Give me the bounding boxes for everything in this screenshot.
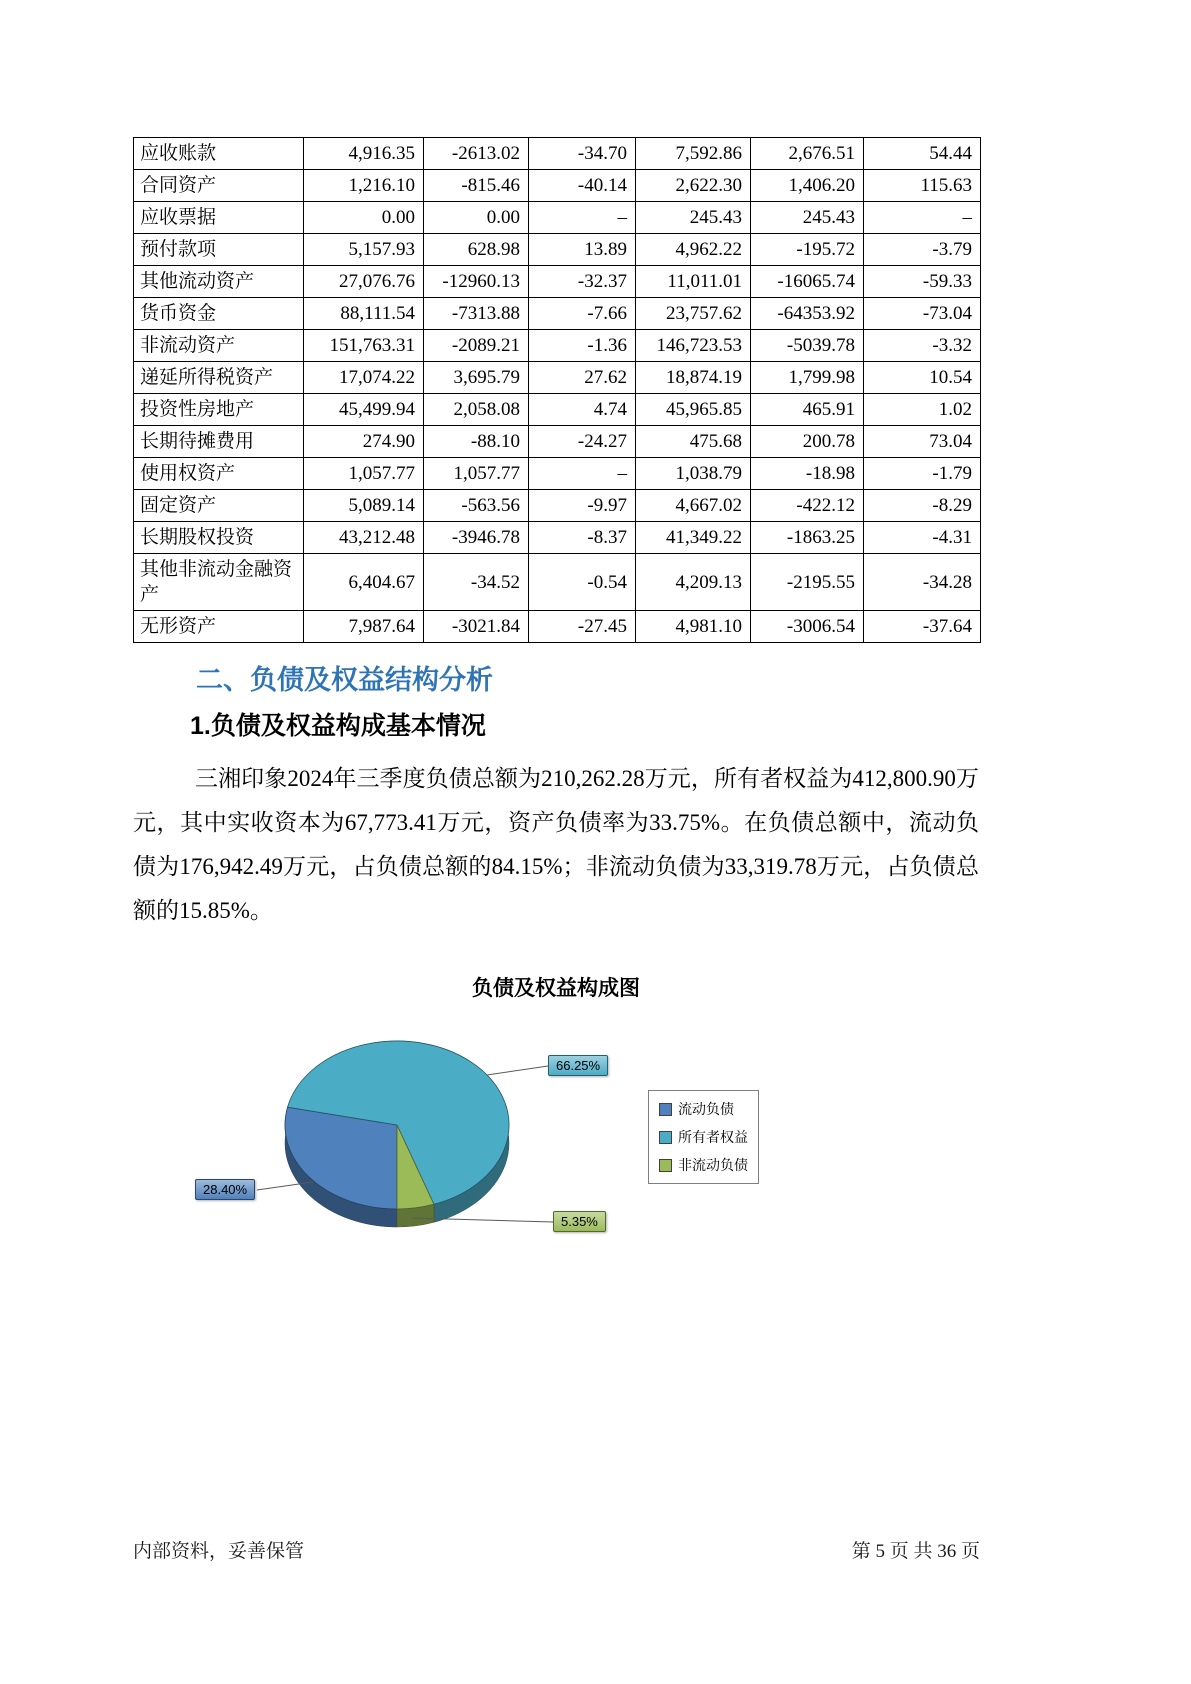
table-row — [134, 170, 981, 202]
row-label-cell: 投资性房地产 — [134, 394, 304, 426]
table-row — [134, 490, 981, 522]
value-cell: -422.12 — [751, 490, 864, 522]
row-label-cell: 其他流动资产 — [134, 266, 304, 298]
page-footer — [133, 1536, 980, 1563]
value-cell: 1,406.20 — [751, 170, 864, 202]
value-cell: -1863.25 — [751, 522, 864, 554]
value-cell: -4.31 — [864, 522, 981, 554]
value-cell: -34.52 — [424, 554, 529, 611]
value-cell: 73.04 — [864, 426, 981, 458]
pie-chart — [133, 1012, 979, 1252]
section-heading: 二、负债及权益结构分析 — [196, 665, 493, 695]
table-row — [134, 138, 981, 170]
page-number: 第 5 页 共 36 页 — [851, 1541, 980, 1562]
value-cell: 0.00 — [304, 202, 424, 234]
subsection-heading: 1.负债及权益构成基本情况 — [190, 712, 486, 740]
value-cell: 1,057.77 — [424, 458, 529, 490]
row-label-cell: 预付款项 — [134, 234, 304, 266]
value-cell: 2,622.30 — [636, 170, 751, 202]
value-cell: -40.14 — [529, 170, 636, 202]
pie-value-label: 66.25% — [548, 1055, 608, 1076]
value-cell: -7313.88 — [424, 298, 529, 330]
value-cell: 5,089.14 — [304, 490, 424, 522]
value-cell: 1.02 — [864, 394, 981, 426]
value-cell: -88.10 — [424, 426, 529, 458]
row-label-cell: 长期股权投资 — [134, 522, 304, 554]
legend-label: 所有者权益 — [678, 1129, 748, 1145]
table-row — [134, 611, 981, 643]
value-cell: -1.79 — [864, 458, 981, 490]
value-cell: 17,074.22 — [304, 362, 424, 394]
value-cell: 1,057.77 — [304, 458, 424, 490]
value-cell: 18,874.19 — [636, 362, 751, 394]
value-cell: -563.56 — [424, 490, 529, 522]
value-cell: -27.45 — [529, 611, 636, 643]
value-cell: -64353.92 — [751, 298, 864, 330]
value-cell: 4,981.10 — [636, 611, 751, 643]
row-label-cell: 长期待摊费用 — [134, 426, 304, 458]
value-cell: -815.46 — [424, 170, 529, 202]
value-cell: -3.32 — [864, 330, 981, 362]
value-cell: -8.29 — [864, 490, 981, 522]
value-cell: 41,349.22 — [636, 522, 751, 554]
row-label-cell: 其他非流动金融资产 — [134, 554, 304, 611]
table-row — [134, 426, 981, 458]
value-cell: 115.63 — [864, 170, 981, 202]
chart-legend — [648, 1090, 759, 1184]
value-cell: 4,962.22 — [636, 234, 751, 266]
value-cell: 43,212.48 — [304, 522, 424, 554]
value-cell: -9.97 — [529, 490, 636, 522]
table-row — [134, 458, 981, 490]
row-label-cell: 应收账款 — [134, 138, 304, 170]
value-cell: 10.54 — [864, 362, 981, 394]
value-cell: 0.00 — [424, 202, 529, 234]
value-cell: 146,723.53 — [636, 330, 751, 362]
value-cell: -0.54 — [529, 554, 636, 611]
value-cell: 5,157.93 — [304, 234, 424, 266]
value-cell: 1,038.79 — [636, 458, 751, 490]
analysis-paragraph: 三湘印象2024年三季度负债总额为210,262.28万元，所有者权益为412,800.90万元，其中实收资本为67,773.41万元，资产负债率为33.75%。在负债总额中，流动负债为176,942.49万元，占负债总额的84.15%；非流动负债为33,319.78万元，占负债总额的15.85%。 — [133, 766, 979, 923]
value-cell: 7,987.64 — [304, 611, 424, 643]
legend-swatch-icon — [659, 1103, 672, 1116]
row-label-cell: 递延所得税资产 — [134, 362, 304, 394]
value-cell: – — [864, 202, 981, 234]
table-row — [134, 362, 981, 394]
value-cell: -32.37 — [529, 266, 636, 298]
value-cell: -34.70 — [529, 138, 636, 170]
value-cell: 245.43 — [636, 202, 751, 234]
value-cell: 27,076.76 — [304, 266, 424, 298]
value-cell: -2089.21 — [424, 330, 529, 362]
value-cell: 45,499.94 — [304, 394, 424, 426]
value-cell: -2195.55 — [751, 554, 864, 611]
value-cell: 2,676.51 — [751, 138, 864, 170]
value-cell: 465.91 — [751, 394, 864, 426]
table-row — [134, 202, 981, 234]
value-cell: 6,404.67 — [304, 554, 424, 611]
value-cell: -8.37 — [529, 522, 636, 554]
row-label-cell: 货币资金 — [134, 298, 304, 330]
value-cell: 13.89 — [529, 234, 636, 266]
value-cell: -3.79 — [864, 234, 981, 266]
value-cell: -5039.78 — [751, 330, 864, 362]
value-cell: 4,667.02 — [636, 490, 751, 522]
legend-item — [659, 1099, 748, 1119]
table-row — [134, 298, 981, 330]
value-cell: -2613.02 — [424, 138, 529, 170]
value-cell: 88,111.54 — [304, 298, 424, 330]
value-cell: -3946.78 — [424, 522, 529, 554]
row-label-cell: 无形资产 — [134, 611, 304, 643]
value-cell: – — [529, 458, 636, 490]
table-row — [134, 266, 981, 298]
pie-value-label: 28.40% — [195, 1179, 255, 1200]
value-cell: -37.64 — [864, 611, 981, 643]
legend-label: 流动负债 — [678, 1101, 734, 1117]
value-cell: 1,799.98 — [751, 362, 864, 394]
legend-label: 非流动负债 — [678, 1157, 748, 1173]
value-cell: -195.72 — [751, 234, 864, 266]
value-cell: 245.43 — [751, 202, 864, 234]
table-row — [134, 554, 981, 611]
table-row — [134, 394, 981, 426]
value-cell: 23,757.62 — [636, 298, 751, 330]
value-cell: 4.74 — [529, 394, 636, 426]
value-cell: 11,011.01 — [636, 266, 751, 298]
value-cell: 4,209.13 — [636, 554, 751, 611]
value-cell: 274.90 — [304, 426, 424, 458]
footer-note: 内部资料，妥善保管 — [133, 1541, 305, 1562]
value-cell: 7,592.86 — [636, 138, 751, 170]
value-cell: -34.28 — [864, 554, 981, 611]
value-cell: -1.36 — [529, 330, 636, 362]
legend-swatch-icon — [659, 1131, 672, 1144]
row-label-cell: 非流动资产 — [134, 330, 304, 362]
value-cell: -3006.54 — [751, 611, 864, 643]
row-label-cell: 应收票据 — [134, 202, 304, 234]
chart-title: 负债及权益构成图 — [472, 977, 640, 1000]
value-cell: 200.78 — [751, 426, 864, 458]
value-cell: -12960.13 — [424, 266, 529, 298]
row-label-cell: 合同资产 — [134, 170, 304, 202]
row-label-cell: 固定资产 — [134, 490, 304, 522]
table-row — [134, 234, 981, 266]
value-cell: 2,058.08 — [424, 394, 529, 426]
legend-swatch-icon — [659, 1159, 672, 1172]
value-cell: 45,965.85 — [636, 394, 751, 426]
value-cell: 4,916.35 — [304, 138, 424, 170]
value-cell: -59.33 — [864, 266, 981, 298]
pie-value-label: 5.35% — [553, 1211, 606, 1232]
value-cell: -7.66 — [529, 298, 636, 330]
value-cell: -16065.74 — [751, 266, 864, 298]
value-cell: -24.27 — [529, 426, 636, 458]
value-cell: 54.44 — [864, 138, 981, 170]
value-cell: -18.98 — [751, 458, 864, 490]
legend-item — [659, 1155, 748, 1175]
legend-item — [659, 1127, 748, 1147]
value-cell: -3021.84 — [424, 611, 529, 643]
value-cell: 27.62 — [529, 362, 636, 394]
value-cell: 1,216.10 — [304, 170, 424, 202]
table-row — [134, 522, 981, 554]
value-cell: 3,695.79 — [424, 362, 529, 394]
value-cell: -73.04 — [864, 298, 981, 330]
table-row — [134, 330, 981, 362]
value-cell: 475.68 — [636, 426, 751, 458]
value-cell: – — [529, 202, 636, 234]
asset-change-table — [133, 137, 981, 643]
row-label-cell: 使用权资产 — [134, 458, 304, 490]
value-cell: 628.98 — [424, 234, 529, 266]
value-cell: 151,763.31 — [304, 330, 424, 362]
